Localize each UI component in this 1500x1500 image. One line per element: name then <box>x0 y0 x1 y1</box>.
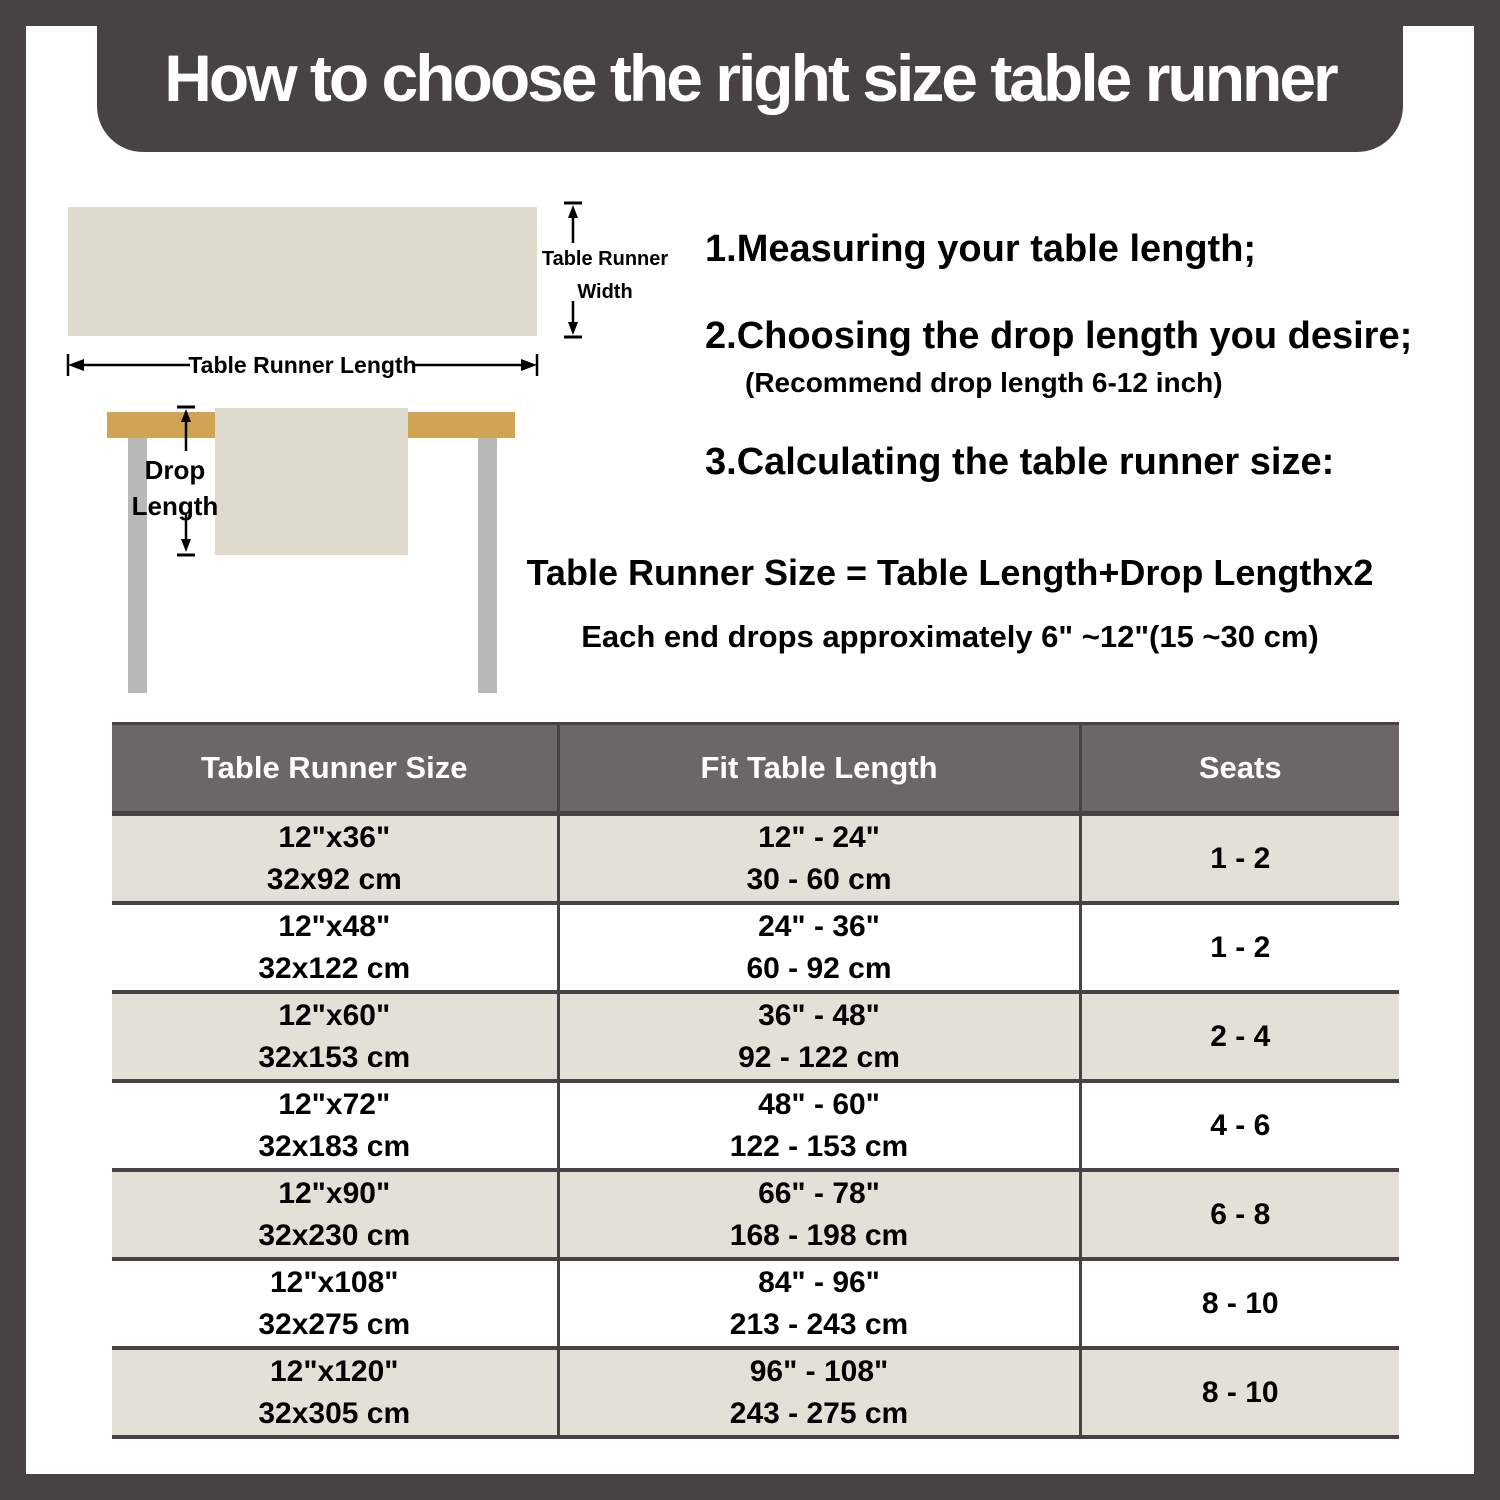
table-row <box>112 814 1399 904</box>
cell-seats-seats: 6 - 8 <box>1210 1197 1271 1231</box>
cell-fit-length-fit_in: 96" - 108" <box>749 1354 889 1388</box>
step-2: 2.Choosing the drop length you desire; <box>705 315 1413 357</box>
cell-runner-size-size_cm: 32x275 cm <box>258 1307 411 1341</box>
cell-fit-length <box>558 1348 1080 1437</box>
cell-runner-size-size_in: 12"x72" <box>278 1087 391 1121</box>
runner-top-view <box>68 207 537 336</box>
width-label-line2: Width <box>577 281 633 303</box>
table-row <box>112 903 1399 992</box>
drop-arrow-up-icon <box>172 404 200 452</box>
table-row <box>112 1081 1399 1170</box>
width-label <box>530 243 680 309</box>
cell-fit-length <box>558 992 1080 1081</box>
cell-fit-length <box>558 903 1080 992</box>
cell-runner-size <box>112 903 558 992</box>
cell-fit-length-fit_cm: 243 - 275 cm <box>729 1396 909 1430</box>
cell-seats <box>1080 992 1399 1081</box>
step-2-note: (Recommend drop length 6-12 inch) <box>745 367 1223 398</box>
step-1: 1.Measuring your table length; <box>705 228 1257 270</box>
cell-runner-size-size_cm: 32x230 cm <box>258 1218 411 1252</box>
cell-fit-length-fit_cm: 60 - 92 cm <box>746 951 892 985</box>
cell-seats-seats: 1 - 2 <box>1210 841 1271 875</box>
cell-fit-length-fit_in: 36" - 48" <box>758 998 880 1032</box>
table-row <box>112 992 1399 1081</box>
cell-fit-length <box>558 814 1080 904</box>
cell-runner-size-size_in: 12"x36" <box>278 820 391 854</box>
cell-runner-size-size_in: 12"x60" <box>278 998 391 1032</box>
cell-seats-seats: 2 - 4 <box>1210 1019 1271 1053</box>
size-formula-note: Each end drops approximately 6" ~12"(15 ~30 cm) <box>581 619 1319 654</box>
drop-label-line2: Length <box>131 491 219 521</box>
cell-runner-size-size_in: 12"x90" <box>278 1176 391 1210</box>
cell-runner-size <box>112 814 558 904</box>
cell-seats <box>1080 814 1399 904</box>
width-arrow-down-icon <box>559 300 587 340</box>
header-seats: Seats <box>1080 724 1399 814</box>
cell-runner-size-size_cm: 32x122 cm <box>258 951 411 985</box>
cell-fit-length-fit_in: 66" - 78" <box>758 1176 880 1210</box>
length-label: Table Runner Length <box>188 352 417 378</box>
drop-label-line1: Drop <box>144 455 206 485</box>
cell-seats-seats: 8 - 10 <box>1201 1286 1279 1320</box>
size-chart-table <box>112 722 1399 1439</box>
cell-runner-size <box>112 1081 558 1170</box>
cell-fit-length-fit_in: 24" - 36" <box>758 909 880 943</box>
table-header-row <box>112 724 1399 814</box>
cell-fit-length <box>558 1170 1080 1259</box>
cell-fit-length <box>558 1259 1080 1348</box>
cell-fit-length-fit_cm: 92 - 122 cm <box>738 1040 900 1074</box>
cell-seats <box>1080 1081 1399 1170</box>
cell-seats <box>1080 903 1399 992</box>
length-arrow-icon <box>64 351 541 379</box>
cell-fit-length-fit_cm: 168 - 198 cm <box>729 1218 909 1252</box>
cell-runner-size-size_in: 12"x108" <box>269 1265 399 1299</box>
table-row <box>112 1348 1399 1437</box>
drop-arrow-down-icon <box>172 512 200 558</box>
page-title: How to choose the right size table runner <box>164 41 1336 115</box>
cell-fit-length-fit_in: 12" - 24" <box>758 820 880 854</box>
cell-fit-length-fit_cm: 30 - 60 cm <box>746 862 892 896</box>
cell-runner-size <box>112 992 558 1081</box>
title-banner <box>97 0 1403 152</box>
cell-seats <box>1080 1170 1399 1259</box>
width-arrow-up-icon <box>559 200 587 244</box>
table-row <box>112 1170 1399 1259</box>
cell-seats-seats: 8 - 10 <box>1201 1375 1279 1409</box>
cell-runner-size-size_in: 12"x120" <box>269 1354 399 1388</box>
table-row <box>112 1259 1399 1348</box>
cell-fit-length-fit_in: 84" - 96" <box>758 1265 880 1299</box>
cell-runner-size-size_cm: 32x305 cm <box>258 1396 411 1430</box>
cell-fit-length-fit_cm: 213 - 243 cm <box>729 1307 909 1341</box>
cell-fit-length <box>558 1081 1080 1170</box>
cell-seats-seats: 4 - 6 <box>1210 1108 1271 1142</box>
cell-runner-size-size_in: 12"x48" <box>278 909 391 943</box>
cell-runner-size-size_cm: 32x92 cm <box>266 862 402 896</box>
cell-fit-length-fit_in: 48" - 60" <box>758 1087 880 1121</box>
step-3: 3.Calculating the table runner size: <box>705 441 1335 483</box>
cell-fit-length-fit_cm: 122 - 153 cm <box>729 1129 909 1163</box>
width-label-line1: Table Runner <box>541 248 669 270</box>
size-formula: Table Runner Size = Table Length+Drop Lengthx2 <box>526 552 1374 593</box>
cell-runner-size <box>112 1170 558 1259</box>
table-leg-right <box>478 438 497 693</box>
header-fit-length: Fit Table Length <box>558 724 1080 814</box>
cell-seats <box>1080 1348 1399 1437</box>
cell-seats <box>1080 1259 1399 1348</box>
cell-runner-size <box>112 1348 558 1437</box>
header-runner-size: Table Runner Size <box>112 724 558 814</box>
cell-runner-size <box>112 1259 558 1348</box>
cell-runner-size-size_cm: 32x183 cm <box>258 1129 411 1163</box>
cell-seats-seats: 1 - 2 <box>1210 930 1271 964</box>
cell-runner-size-size_cm: 32x153 cm <box>258 1040 411 1074</box>
